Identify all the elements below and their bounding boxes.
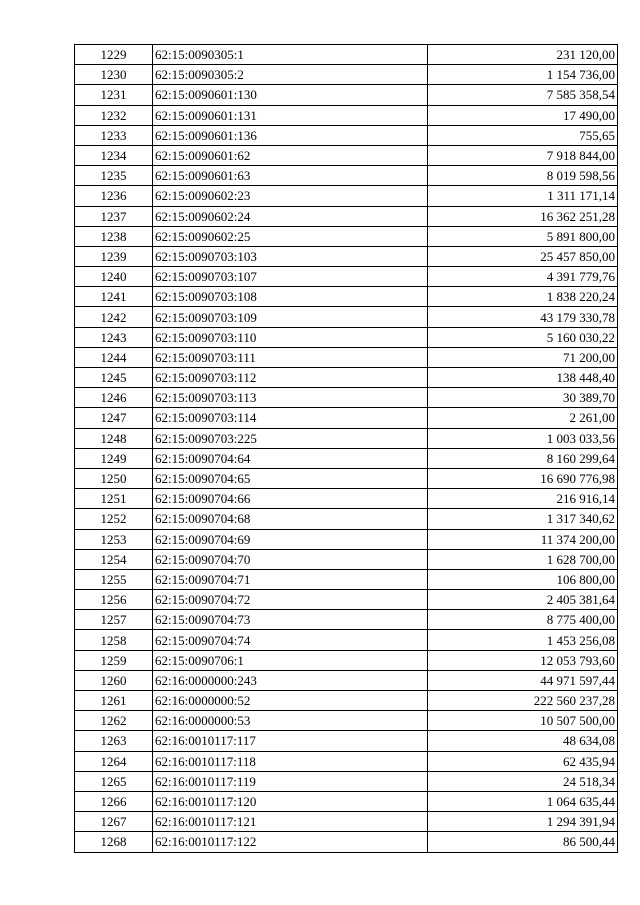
cadastral-number: 62:15:0090703:110 xyxy=(153,327,428,347)
cadastral-value: 222 560 237,28 xyxy=(428,691,618,711)
cadastral-number: 62:15:0090602:23 xyxy=(153,186,428,206)
cadastral-number: 62:16:0010117:118 xyxy=(153,751,428,771)
cadastral-value: 48 634,08 xyxy=(428,731,618,751)
cadastral-number: 62:16:0000000:53 xyxy=(153,711,428,731)
cadastral-value: 231 120,00 xyxy=(428,45,618,65)
table-row xyxy=(75,448,618,468)
cadastral-value: 138 448,40 xyxy=(428,368,618,388)
table-row xyxy=(75,307,618,327)
row-number: 1254 xyxy=(75,549,153,569)
cadastral-number: 62:15:0090601:136 xyxy=(153,125,428,145)
cadastral-number: 62:15:0090704:69 xyxy=(153,529,428,549)
table-row xyxy=(75,327,618,347)
cadastral-value: 2 405 381,64 xyxy=(428,590,618,610)
cadastral-value: 216 916,14 xyxy=(428,489,618,509)
row-number: 1256 xyxy=(75,590,153,610)
row-number: 1264 xyxy=(75,751,153,771)
cadastral-value: 62 435,94 xyxy=(428,751,618,771)
table-row xyxy=(75,812,618,832)
row-number: 1253 xyxy=(75,529,153,549)
table-row xyxy=(75,246,618,266)
cadastral-number: 62:15:0090601:130 xyxy=(153,85,428,105)
row-number: 1240 xyxy=(75,267,153,287)
cadastral-number: 62:16:0000000:243 xyxy=(153,670,428,690)
cadastral-value: 16 690 776,98 xyxy=(428,468,618,488)
cadastral-number: 62:15:0090704:71 xyxy=(153,569,428,589)
table-row xyxy=(75,549,618,569)
cadastral-value: 1 311 171,14 xyxy=(428,186,618,206)
table-row xyxy=(75,468,618,488)
row-number: 1262 xyxy=(75,711,153,731)
table-row xyxy=(75,791,618,811)
row-number: 1261 xyxy=(75,691,153,711)
cadastral-value: 12 053 793,60 xyxy=(428,650,618,670)
cadastral-number: 62:15:0090703:109 xyxy=(153,307,428,327)
cadastral-number: 62:15:0090703:112 xyxy=(153,368,428,388)
cadastral-number: 62:15:0090305:1 xyxy=(153,45,428,65)
cadastral-value: 106 800,00 xyxy=(428,569,618,589)
row-number: 1250 xyxy=(75,468,153,488)
row-number: 1235 xyxy=(75,166,153,186)
row-number: 1252 xyxy=(75,509,153,529)
cadastral-number: 62:16:0010117:122 xyxy=(153,832,428,852)
cadastral-number: 62:15:0090703:103 xyxy=(153,246,428,266)
cadastral-number: 62:15:0090703:111 xyxy=(153,347,428,367)
row-number: 1233 xyxy=(75,125,153,145)
cadastral-value: 1 628 700,00 xyxy=(428,549,618,569)
cadastral-value: 11 374 200,00 xyxy=(428,529,618,549)
cadastral-value: 1 838 220,24 xyxy=(428,287,618,307)
table-row xyxy=(75,569,618,589)
cadastral-number: 62:15:0090704:70 xyxy=(153,549,428,569)
table-row xyxy=(75,428,618,448)
cadastral-number: 62:15:0090703:225 xyxy=(153,428,428,448)
cadastral-value: 1 294 391,94 xyxy=(428,812,618,832)
table-row xyxy=(75,206,618,226)
cadastral-value: 755,65 xyxy=(428,125,618,145)
cadastral-number: 62:15:0090704:74 xyxy=(153,630,428,650)
table-row xyxy=(75,691,618,711)
cadastral-number: 62:15:0090601:131 xyxy=(153,105,428,125)
row-number: 1230 xyxy=(75,65,153,85)
cadastral-number: 62:15:0090601:62 xyxy=(153,145,428,165)
cadastral-value: 1 317 340,62 xyxy=(428,509,618,529)
table-row xyxy=(75,267,618,287)
cadastral-number: 62:15:0090704:64 xyxy=(153,448,428,468)
row-number: 1257 xyxy=(75,610,153,630)
table-row xyxy=(75,751,618,771)
cadastral-number: 62:15:0090703:108 xyxy=(153,287,428,307)
table-row xyxy=(75,509,618,529)
cadastral-number: 62:15:0090305:2 xyxy=(153,65,428,85)
row-number: 1260 xyxy=(75,670,153,690)
cadastral-value: 1 453 256,08 xyxy=(428,630,618,650)
row-number: 1238 xyxy=(75,226,153,246)
cadastral-value: 8 775 400,00 xyxy=(428,610,618,630)
cadastral-value-table xyxy=(74,44,618,853)
table-row xyxy=(75,368,618,388)
table-row xyxy=(75,347,618,367)
table-row xyxy=(75,590,618,610)
row-number: 1242 xyxy=(75,307,153,327)
cadastral-value: 25 457 850,00 xyxy=(428,246,618,266)
row-number: 1247 xyxy=(75,408,153,428)
cadastral-value: 2 261,00 xyxy=(428,408,618,428)
row-number: 1255 xyxy=(75,569,153,589)
cadastral-value: 5 891 800,00 xyxy=(428,226,618,246)
cadastral-value: 7 918 844,00 xyxy=(428,145,618,165)
table-row xyxy=(75,650,618,670)
row-number: 1267 xyxy=(75,812,153,832)
table-row xyxy=(75,65,618,85)
cadastral-number: 62:15:0090706:1 xyxy=(153,650,428,670)
table-row xyxy=(75,226,618,246)
cadastral-value: 24 518,34 xyxy=(428,771,618,791)
row-number: 1231 xyxy=(75,85,153,105)
table-row xyxy=(75,186,618,206)
row-number: 1241 xyxy=(75,287,153,307)
cadastral-number: 62:16:0010117:119 xyxy=(153,771,428,791)
cadastral-value: 8 160 299,64 xyxy=(428,448,618,468)
row-number: 1263 xyxy=(75,731,153,751)
table-body xyxy=(75,45,618,853)
table-row xyxy=(75,711,618,731)
row-number: 1268 xyxy=(75,832,153,852)
row-number: 1265 xyxy=(75,771,153,791)
row-number: 1232 xyxy=(75,105,153,125)
cadastral-value: 43 179 330,78 xyxy=(428,307,618,327)
cadastral-value: 86 500,44 xyxy=(428,832,618,852)
row-number: 1246 xyxy=(75,388,153,408)
cadastral-number: 62:16:0010117:117 xyxy=(153,731,428,751)
table-row xyxy=(75,408,618,428)
cadastral-value: 17 490,00 xyxy=(428,105,618,125)
table-row xyxy=(75,287,618,307)
table-row xyxy=(75,489,618,509)
cadastral-value: 7 585 358,54 xyxy=(428,85,618,105)
cadastral-number: 62:15:0090703:114 xyxy=(153,408,428,428)
cadastral-value: 30 389,70 xyxy=(428,388,618,408)
cadastral-number: 62:15:0090601:63 xyxy=(153,166,428,186)
table-row xyxy=(75,85,618,105)
cadastral-value: 5 160 030,22 xyxy=(428,327,618,347)
cadastral-value: 44 971 597,44 xyxy=(428,670,618,690)
row-number: 1251 xyxy=(75,489,153,509)
row-number: 1245 xyxy=(75,368,153,388)
row-number: 1234 xyxy=(75,145,153,165)
cadastral-value: 1 154 736,00 xyxy=(428,65,618,85)
table-row xyxy=(75,610,618,630)
row-number: 1236 xyxy=(75,186,153,206)
row-number: 1244 xyxy=(75,347,153,367)
cadastral-number: 62:16:0010117:120 xyxy=(153,791,428,811)
cadastral-value: 1 064 635,44 xyxy=(428,791,618,811)
cadastral-value: 1 003 033,56 xyxy=(428,428,618,448)
cadastral-value: 71 200,00 xyxy=(428,347,618,367)
cadastral-number: 62:15:0090704:65 xyxy=(153,468,428,488)
table-row xyxy=(75,166,618,186)
row-number: 1259 xyxy=(75,650,153,670)
table-row xyxy=(75,388,618,408)
table-row xyxy=(75,771,618,791)
table-row xyxy=(75,529,618,549)
cadastral-value: 8 019 598,56 xyxy=(428,166,618,186)
cadastral-number: 62:15:0090704:73 xyxy=(153,610,428,630)
cadastral-number: 62:15:0090602:24 xyxy=(153,206,428,226)
row-number: 1243 xyxy=(75,327,153,347)
table-row xyxy=(75,45,618,65)
row-number: 1237 xyxy=(75,206,153,226)
cadastral-number: 62:15:0090703:113 xyxy=(153,388,428,408)
cadastral-number: 62:15:0090704:72 xyxy=(153,590,428,610)
row-number: 1248 xyxy=(75,428,153,448)
row-number: 1229 xyxy=(75,45,153,65)
table-row xyxy=(75,125,618,145)
table-row xyxy=(75,670,618,690)
cadastral-number: 62:15:0090704:68 xyxy=(153,509,428,529)
row-number: 1258 xyxy=(75,630,153,650)
cadastral-number: 62:15:0090703:107 xyxy=(153,267,428,287)
table-row xyxy=(75,731,618,751)
cadastral-number: 62:16:0010117:121 xyxy=(153,812,428,832)
row-number: 1249 xyxy=(75,448,153,468)
row-number: 1266 xyxy=(75,791,153,811)
row-number: 1239 xyxy=(75,246,153,266)
table-row xyxy=(75,832,618,852)
cadastral-value: 10 507 500,00 xyxy=(428,711,618,731)
cadastral-number: 62:16:0000000:52 xyxy=(153,691,428,711)
table-row xyxy=(75,145,618,165)
cadastral-value: 4 391 779,76 xyxy=(428,267,618,287)
cadastral-number: 62:15:0090704:66 xyxy=(153,489,428,509)
table-row xyxy=(75,105,618,125)
cadastral-number: 62:15:0090602:25 xyxy=(153,226,428,246)
table-row xyxy=(75,630,618,650)
cadastral-value: 16 362 251,28 xyxy=(428,206,618,226)
